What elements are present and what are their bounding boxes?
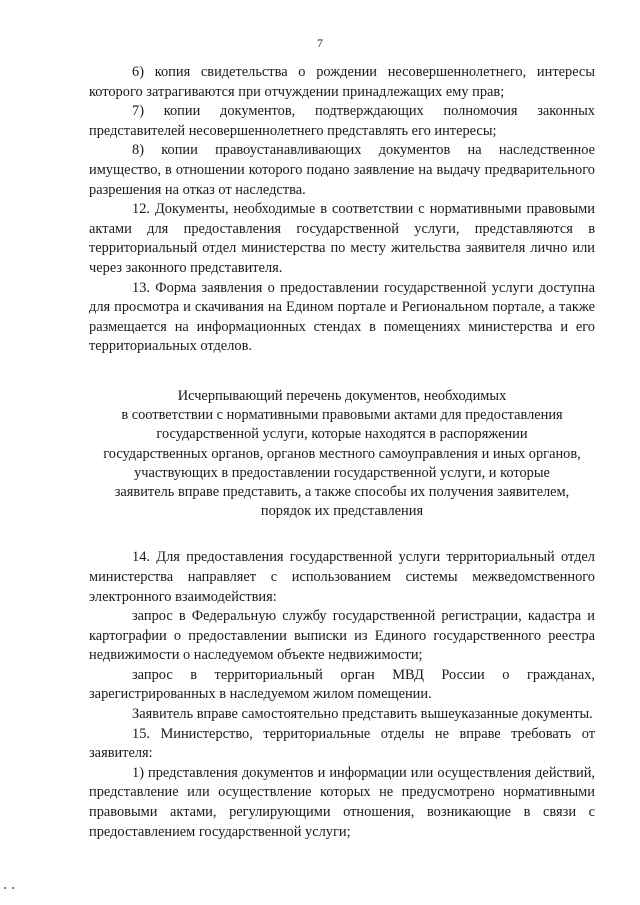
paragraph-item-7: 7) копии документов, подтверждающих полномочия законных представителей несовершеннолетнего представлять его интересы; [89,103,595,139]
paragraph-item-6: 6) копия свидетельства о рождении несовершеннолетнего, интересы которого затрагиваются при отчуждении принадлежащих ему прав; [89,64,595,100]
section-heading [89,387,595,521]
page-number: 7 [317,36,323,50]
scan-artifact [4,887,6,889]
scan-artifact [12,887,14,889]
paragraph-clause-13: 13. Форма заявления о предоставлении государственной услуги доступна для просмотра и скачивания на Едином портале и Региональном портале, а также размещается на информационных стендах в помещениях министерства и его территориальных отделов. [89,279,595,355]
paragraph-clause-15: 15. Министерство, территориальные отделы не вправе требовать от заявителя: [89,725,595,762]
heading-line: участвующих в предоставлении государственной услуги, и которые [134,464,550,481]
heading-line: государственных органов, органов местного самоуправления и иных органов, [103,445,581,462]
paragraph-item-8: 8) копии правоустанавливающих документов на наследственное имущество, в отношении которого подано заявление на выдачу предварительного разрешения на отказ от наследства. [89,142,595,198]
document-body [89,63,595,842]
paragraph-clause-14: 14. Для предоставления государственной услуги территориальный отдел министерства направляет с использованием системы межведомственного электронного взаимодействия: [89,549,595,605]
heading-line: Исчерпывающий перечень документов, необходимых [177,387,507,404]
paragraph-request-rosreestr: запрос в Федеральную службу государственной регистрации, кадастра и картографии о предоставлении выписки из Единого государственного реестра недвижимости о наследуемом объекте недвижимости; [89,608,595,664]
heading-line: порядок их представления [260,503,424,520]
heading-line: заявитель вправе представить, а также способы их получения заявителем, [114,483,570,500]
paragraph-request-mvd: запрос в территориальный орган МВД России о гражданах, зарегистрированных в наследуемом жилом помещении. [89,666,595,703]
heading-line: государственной услуги, которые находятся в распоряжении [156,426,528,443]
paragraph-applicant-right: Заявитель вправе самостоятельно представить вышеуказанные документы. [132,706,593,723]
paragraph-item-1: 1) представления документов и информации или осуществления действий, представление или осуществление которых не предусмотрено нормативными правовыми актами, регулирующими отношения, возникающие в связи с предоставлением государственной услуги; [89,764,595,840]
paragraph-clause-12: 12. Документы, необходимые в соответствии с нормативными правовыми актами для предоставления государственной услуги, представляются в территориальный отдел министерства по месту жительства заявителя лично или через законного представителя. [89,201,595,276]
heading-line: в соответствии с нормативными правовыми актами для предоставления [121,407,563,424]
